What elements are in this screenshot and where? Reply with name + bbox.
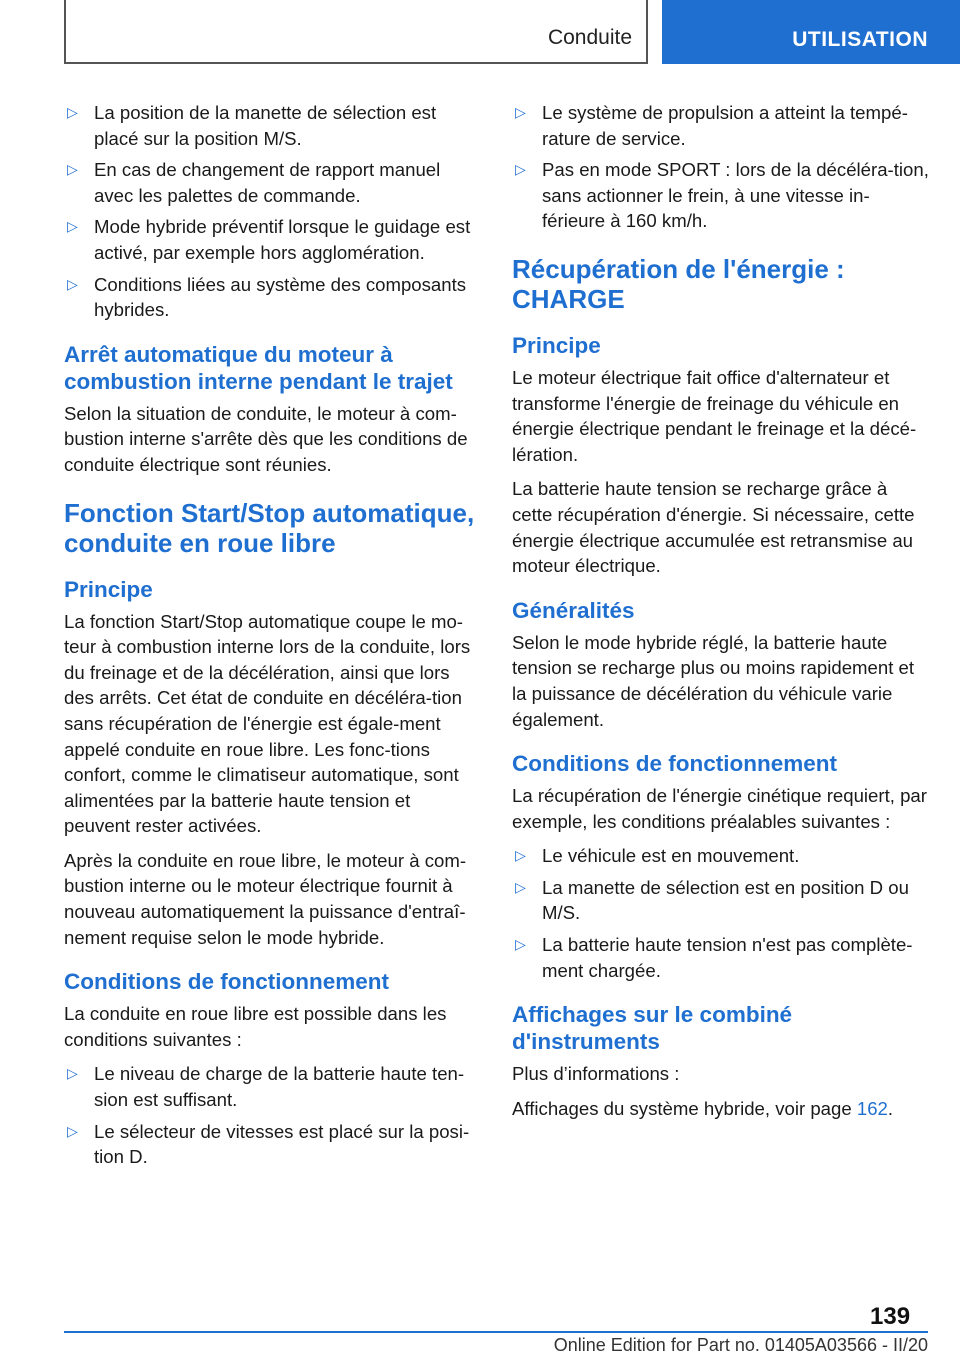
section-heading: Généralités bbox=[512, 597, 635, 623]
section-heading: Affichages sur le combiné d'instruments bbox=[512, 1002, 793, 1055]
bullet-list bbox=[64, 1061, 480, 1169]
triangle-bullet-icon: ▷ bbox=[515, 847, 526, 864]
paragraph: La batterie haute tension se recharge grâce à cette récupération d'énergie. Si nécessaire, cette énergie électrique accumulée est retransmise au moteur électrique. bbox=[512, 478, 915, 577]
paragraph: Plus d’informations : bbox=[512, 1063, 680, 1085]
list-item: ▷ Pas en mode SPORT : lors de la décéléra‐tion, sans actionner le frein, à une vitesse in‐férieure à 160 km/h. bbox=[515, 159, 929, 232]
header-chapter-tab[interactable]: UTILISATION bbox=[662, 0, 960, 64]
paragraph: La récupération de l'énergie cinétique requiert, par exemple, les conditions préalables suivantes : bbox=[512, 785, 927, 832]
triangle-bullet-icon: ▷ bbox=[67, 1122, 78, 1139]
list-item: ▷ Le système de propulsion a atteint la tempé‐rature de service. bbox=[515, 102, 908, 149]
left-column bbox=[64, 100, 480, 1176]
section-heading: Arrêt automatique du moteur à combustion interne pendant le trajet bbox=[64, 341, 453, 394]
chapter-heading: Récupération de l'énergie : CHARGE bbox=[512, 253, 845, 314]
list-item: ▷ Conditions liées au système des composants hybrides. bbox=[67, 273, 467, 321]
paragraph: Le moteur électrique fait office d'alternateur et transforme l'énergie de freinage du véhicule en énergie électrique pendant le freinage et la décé‐lération. bbox=[512, 366, 917, 465]
section-heading: Principe bbox=[64, 576, 153, 602]
paragraph: La conduite en roue libre est possible dans les conditions suivantes : bbox=[64, 1003, 447, 1050]
bullet-list bbox=[512, 843, 932, 983]
paragraph: La fonction Start/Stop automatique coupe le mo‐teur à combustion interne lors de la conduite, lors du freinage et de la décélération, ainsi que lors des arrêts. Cet état de conduite en décéléra‐tion sans récupération de l'énergie est égale‐ment appelé conduite en roue libre. Les fonc‐tions confort, comme le climatiseur automatique, sont alimentées par la batterie haute tension et peuvent rester activées. bbox=[64, 610, 471, 837]
right-column bbox=[512, 100, 932, 1130]
list-item: ▷ La manette de sélection est en position D ou M/S. bbox=[515, 876, 909, 924]
list-item: ▷ La batterie haute tension n'est pas complète‐ment chargée. bbox=[515, 934, 913, 981]
triangle-bullet-icon: ▷ bbox=[67, 104, 78, 120]
list-item: ▷ La position de la manette de sélection est placé sur la position M/S. bbox=[67, 102, 437, 149]
paragraph: Selon la situation de conduite, le moteur à com‐bustion interne s'arrête dès que les conditions de conduite électrique sont réunies. bbox=[64, 402, 468, 475]
bullet-list bbox=[512, 100, 932, 234]
paragraph: Après la conduite en roue libre, le moteur à com‐bustion interne ou le moteur électrique fournit à nouveau automatiquement la puissance d'entraî‐nement requise selon le mode hybride. bbox=[64, 849, 467, 948]
list-item: ▷ Le véhicule est en mouvement. bbox=[512, 843, 932, 869]
section-heading: Conditions de fonctionnement bbox=[512, 751, 837, 777]
triangle-bullet-icon: ▷ bbox=[515, 878, 526, 895]
header-section-title: Conduite bbox=[547, 26, 632, 49]
triangle-bullet-icon: ▷ bbox=[67, 275, 78, 292]
triangle-bullet-icon: ▷ bbox=[515, 936, 526, 953]
section-heading: Conditions de fonctionnement bbox=[64, 969, 389, 995]
footer-divider bbox=[64, 1331, 928, 1333]
bullet-list bbox=[64, 100, 480, 323]
footer-edition: Online Edition for Part no. 01405A03566 - II/20 bbox=[553, 1335, 928, 1355]
list-item: ▷ En cas de changement de rapport manuel avec les palettes de commande. bbox=[67, 159, 441, 206]
list-item: ▷ Mode hybride préventif lorsque le guidage est activé, par exemple hors agglomération. bbox=[67, 216, 471, 263]
paragraph-with-link: Affichages du système hybride, voir page 162. bbox=[512, 1097, 894, 1119]
page-reference-link[interactable]: 162 bbox=[856, 1097, 888, 1119]
list-item: ▷ Le sélecteur de vitesses est placé sur la posi‐tion D. bbox=[67, 1120, 470, 1168]
list-item: ▷ Le niveau de charge de la batterie haute ten‐sion est suffisant. bbox=[67, 1063, 465, 1111]
paragraph: Selon le mode hybride réglé, la batterie haute tension se recharge plus ou moins rapidement et la puissance de décélération du véhicule varie également. bbox=[512, 631, 915, 730]
triangle-bullet-icon: ▷ bbox=[67, 218, 78, 235]
section-heading: Principe bbox=[512, 332, 601, 358]
page-number: 139 bbox=[870, 1303, 911, 1330]
triangle-bullet-icon: ▷ bbox=[67, 161, 78, 178]
triangle-bullet-icon: ▷ bbox=[515, 104, 526, 120]
triangle-bullet-icon: ▷ bbox=[515, 161, 526, 178]
chapter-heading: Fonction Start/Stop automatique, conduite en roue libre bbox=[64, 497, 475, 558]
triangle-bullet-icon: ▷ bbox=[67, 1065, 78, 1082]
